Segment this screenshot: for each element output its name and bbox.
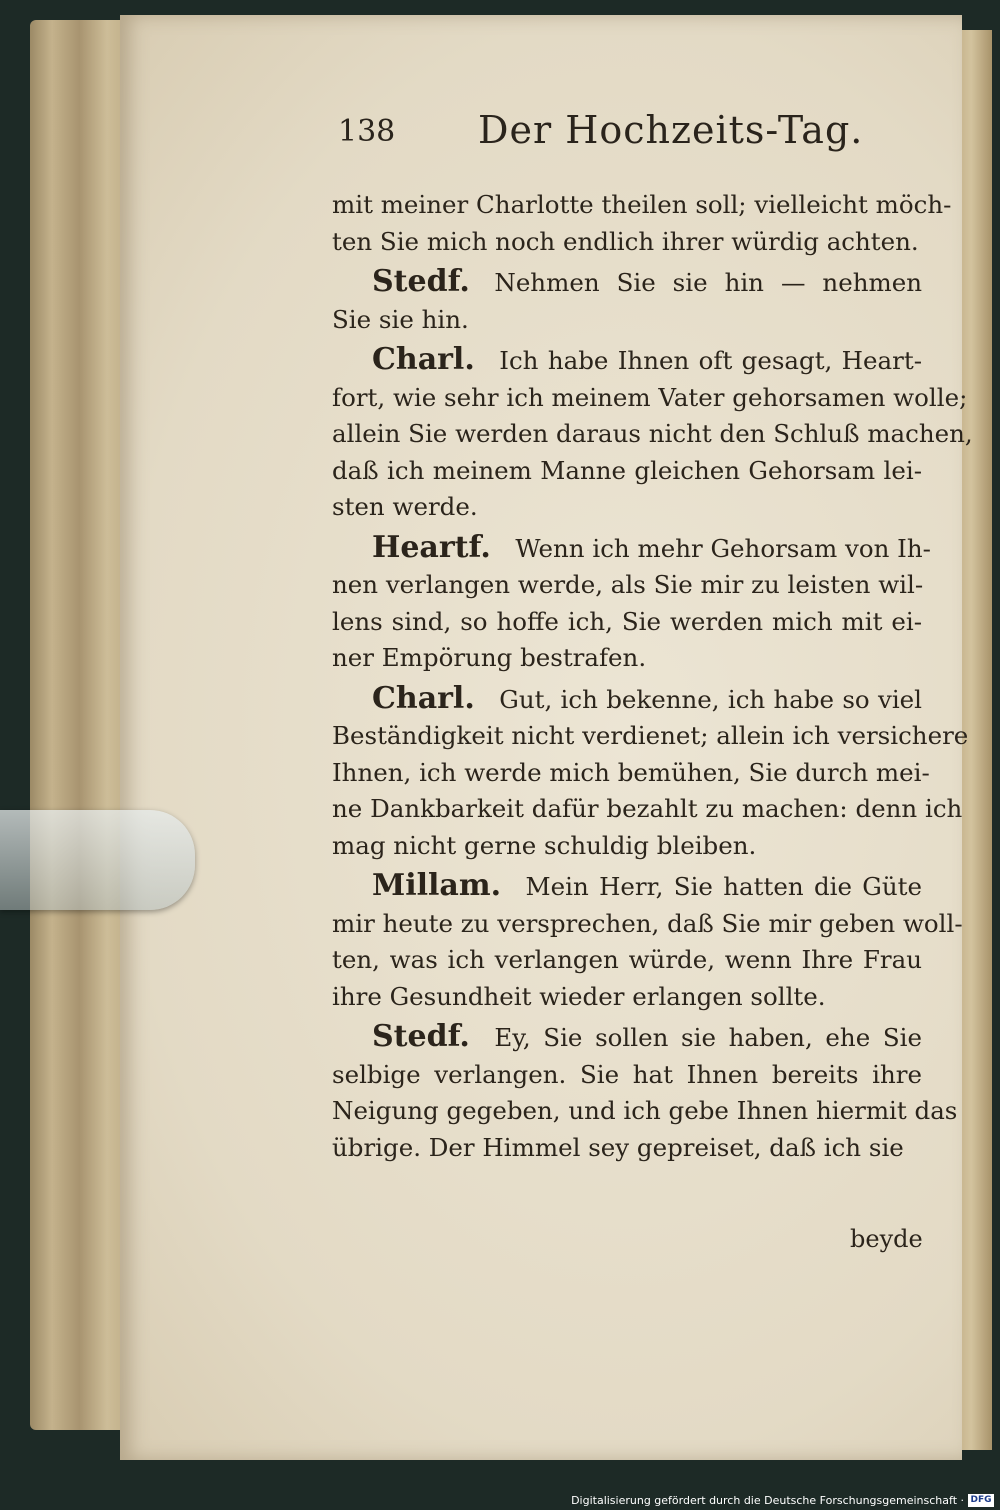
line-text: daß ich meinem Manne gleichen Gehorsam lei- [332,455,922,485]
footer-bar [0,1488,1000,1510]
line-text: Nehmen Sie sie hin — nehmen [494,268,922,297]
text-line [332,979,922,1016]
line-text: ten, was ich verlangen würde, wenn Ihre Frau [332,945,922,974]
text-line [332,791,963,828]
paragraph [332,264,922,338]
speaker-name: Millam. [372,868,502,903]
page-number: 138 [338,114,396,149]
text-line [332,1057,922,1094]
line-text: Ihnen, ich werde mich bemühen, Sie durch mei- [332,757,930,787]
line-text: lens sind, so hoffe ich, Sie werden mich mit ei- [332,606,922,636]
text-line [332,529,931,568]
page-holder-clip [0,810,195,910]
text-line [332,380,968,417]
speaker-name: Stedf. [372,1019,470,1054]
line-text: ne Dankbarkeit dafür bezahlt zu machen: denn ich [332,794,963,823]
text-line [332,755,930,792]
text-line [332,302,922,339]
line-text: Beständigkeit nicht verdienet; allein ich versichere [332,721,969,750]
paragraph [332,187,952,260]
text-line [332,567,922,604]
line-text: ihre Gesundheit wieder erlangen sollte. [332,981,826,1011]
paragraph [332,1019,958,1166]
paragraph [332,342,973,526]
text-line [332,453,922,490]
page-text [332,183,973,1166]
running-title: Der Hochzeits-Tag. [478,108,864,152]
catchword: beyde [850,1225,923,1253]
line-text: nen verlangen werde, als Sie mir zu leisten wil- [332,570,924,599]
text-line [332,264,922,302]
line-text: Ich habe Ihnen oft gesagt, Heart- [499,346,922,375]
text-line [332,640,922,677]
page-header [338,108,938,158]
digitization-credit: Digitalisierung gefördert durch die Deutsche Forschungsgemeinschaft · [571,1494,964,1507]
line-text: Gut, ich bekenne, ich habe so viel [499,684,922,714]
text-line [332,187,952,224]
line-text: mit meiner Charlotte theilen soll; vielleicht möch- [332,190,952,219]
line-text: Mein Herr, Sie hatten die Güte [525,872,922,901]
text-line [332,828,922,865]
line-text: Neigung gegeben, und ich gebe Ihnen hiermit das [332,1096,958,1125]
text-line [332,342,922,380]
line-text: mag nicht gerne schuldig bleiben. [332,830,757,860]
dfg-logo: DFG [968,1494,994,1507]
paragraph [332,868,963,1015]
text-line [332,1093,958,1130]
text-line [332,868,922,906]
text-line [332,718,969,755]
text-line [332,416,973,453]
line-text: Wenn ich mehr Gehorsam von Ih- [515,533,931,563]
line-text: fort, wie sehr ich meinem Vater gehorsamen wolle; [332,382,968,412]
text-line [332,1130,922,1167]
line-text: selbige verlangen. Sie hat Ihnen bereits ihre [332,1059,922,1089]
text-line [332,489,922,526]
text-line [332,1019,922,1057]
line-text: Sie sie hin. [332,304,469,334]
line-text: sten werde. [332,492,478,521]
text-line [332,906,963,943]
speaker-name: Heartf. [372,529,491,565]
paragraph [332,680,969,865]
line-text: ner Empörung bestrafen. [332,643,647,672]
speaker-name: Charl. [372,342,475,377]
line-text: mir heute zu versprechen, daß Sie mir geben woll- [332,908,963,938]
line-text: allein Sie werden daraus nicht den Schluß machen, [332,419,973,448]
speaker-name: Charl. [372,680,475,716]
line-text: übrige. Der Himmel sey gepreiset, daß ich sie [332,1132,904,1162]
text-line [332,224,922,261]
paragraph [332,529,931,677]
text-line [332,942,922,979]
text-line [332,681,922,719]
line-text: ten Sie mich noch endlich ihrer würdig achten. [332,226,919,256]
text-line [332,604,922,641]
line-text: Ey, Sie sollen sie haben, ehe Sie [494,1023,922,1052]
speaker-name: Stedf. [372,264,470,299]
